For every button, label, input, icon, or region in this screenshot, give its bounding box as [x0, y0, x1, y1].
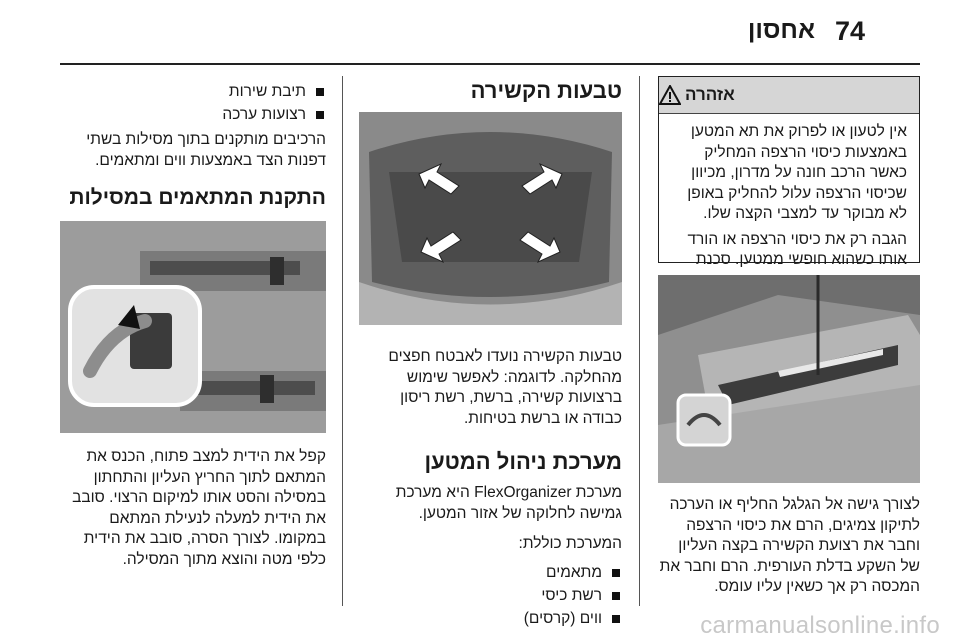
column-divider	[342, 76, 343, 606]
warning-paragraph: הגבה רק את כיסוי הרצפה או הורד אותו כשהוא חופשי ממטען. סכנת	[687, 230, 907, 268]
list-item: ווים (קרסים)	[359, 607, 622, 630]
tie-down-caption: טבעות הקשירה נועדו לאבטח חפצים מהחלקה. לדוגמה: לאפשר שימוש ברצועות קשירה, ברשת, רשת ריסון כבודה או ברשת בטיחות.	[388, 348, 622, 427]
column-middle	[359, 78, 622, 630]
adapter-rail-photo	[60, 221, 326, 433]
adapter-caption: קפל את הידית למצב פתוח, הכנס את המתאם לתוך החריץ העליון והתחתון במסילה והסט אותו למיקום הרצוי. סובב את הידית למעלה לנעילת המתאם במקומו. לצורך הסרה, סובב את הידית כלפי מטה והוצא מתוך המסילה.	[72, 448, 326, 568]
warning-triangle-icon	[659, 85, 681, 105]
list-item: רצועות ערכה	[60, 103, 326, 126]
bullet-square-icon	[612, 592, 620, 600]
page-number: 74	[835, 16, 866, 46]
rails-text: הרכיבים מותקנים בתוך מסילות בשתי דפנות הצד באמצעות ווים ומתאמים.	[86, 131, 326, 169]
bullet-square-icon	[316, 88, 324, 96]
floor-cover-photo	[658, 275, 920, 483]
warning-header	[659, 77, 919, 114]
section-title-cargo-management: מערכת ניהול המטען	[424, 449, 622, 474]
column-left	[60, 80, 326, 570]
warning-title: אזהרה	[685, 85, 735, 104]
column-right	[658, 76, 920, 598]
cargo-management-text: מערכת FlexOrganizer היא מערכת גמישה לחלוקה של אזור המטען.	[395, 484, 622, 522]
running-title: אחסון	[747, 16, 815, 44]
section-title: טבעות הקשירה	[470, 78, 622, 103]
list-item: רשת כיסי	[359, 584, 622, 607]
components-list	[359, 561, 622, 630]
list-item: מתאמים	[359, 561, 622, 584]
tie-down-rings-photo	[359, 112, 622, 325]
watermark: carmanualsonline.info	[700, 612, 940, 639]
header-rule	[60, 63, 920, 65]
warning-body	[659, 114, 919, 291]
includes-label: המערכת כוללת:	[518, 535, 622, 552]
list-item: תיבת שירות	[60, 80, 326, 103]
extra-items-list	[60, 80, 326, 126]
warning-paragraph: אין לטעון או לפרוק את תא המטען באמצעות כיסוי הרצפה המחליק כאשר הרכב חונה על מדרון, מכיוון שכיסוי הרצפה עלול להחליק באופן לא מבוקר עד למצבי הקצה שלו.	[687, 123, 907, 222]
column-divider	[639, 76, 640, 606]
warning-box	[658, 76, 920, 268]
floor-cover-caption: לצורך גישה אל הגלגל החליף או הערכה לתיקון צמיגים, הרם את כיסוי הרצפה וחבר את רצועת הקשירה בקצה העליון של השקע בדלת העורפית. הרם וחבר את המכסה רק אך כשאין עליו עומס.	[659, 496, 920, 595]
bullet-square-icon	[612, 569, 620, 577]
section-title-adapter-install: התקנת המתאמים במסילות	[69, 186, 326, 209]
bullet-square-icon	[316, 111, 324, 119]
